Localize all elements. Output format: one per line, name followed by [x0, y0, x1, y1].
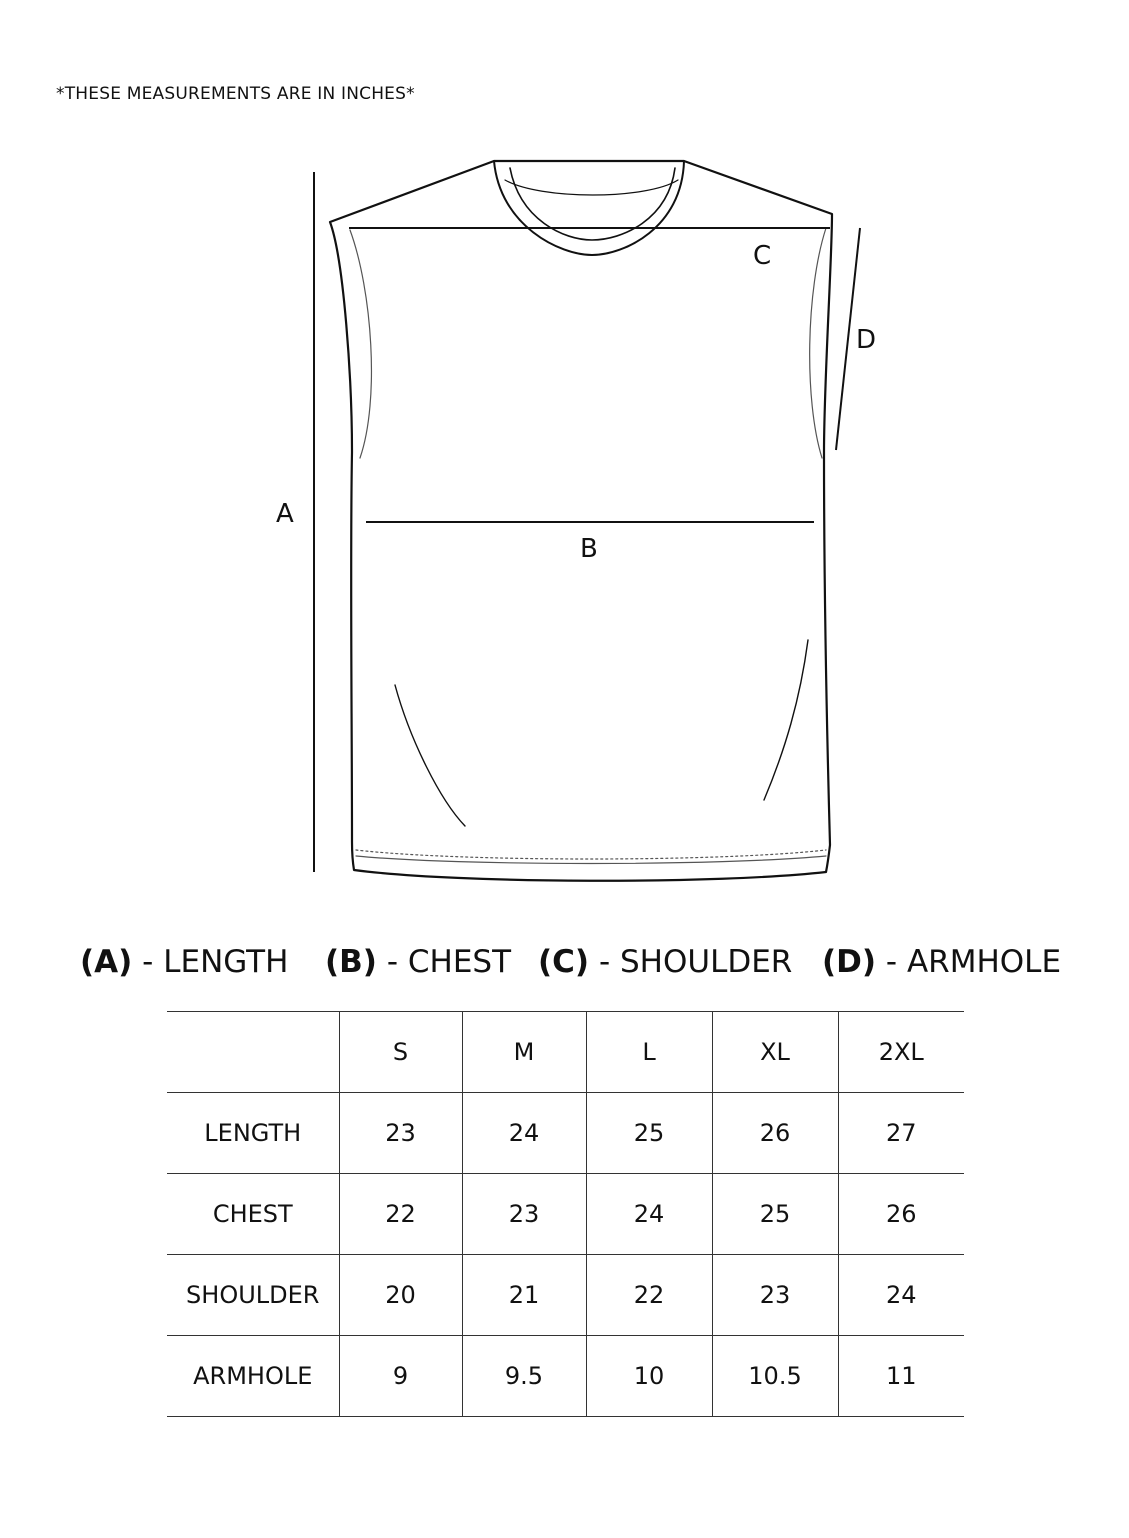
table-cell: 10 [586, 1336, 712, 1417]
left-armhole-seam [350, 230, 371, 458]
row-label: ARMHOLE [167, 1336, 339, 1417]
table-cell: 22 [339, 1174, 462, 1255]
table-cell: 10.5 [712, 1336, 838, 1417]
neckline-inner [510, 168, 675, 240]
table-cell: 21 [462, 1255, 586, 1336]
row-label: CHEST [167, 1174, 339, 1255]
table-cell: 25 [586, 1093, 712, 1174]
legend-length: (A) - LENGTH [80, 944, 289, 980]
header-cell-s: S [339, 1012, 462, 1093]
table-cell: 20 [339, 1255, 462, 1336]
measurement-note: *THESE MEASUREMENTS ARE IN INCHES* [56, 84, 415, 104]
row-label: SHOULDER [167, 1255, 339, 1336]
label-d: D [856, 325, 877, 355]
header-cell-empty [167, 1012, 339, 1093]
table-cell: 26 [838, 1174, 964, 1255]
header-cell-xl: XL [712, 1012, 838, 1093]
right-fold [764, 640, 808, 800]
table-cell: 9.5 [462, 1336, 586, 1417]
hem-stitch [356, 850, 826, 859]
size-chart-table [167, 1011, 964, 1417]
table-cell: 24 [462, 1093, 586, 1174]
table-cell: 24 [586, 1174, 712, 1255]
table-row-shoulder [167, 1255, 964, 1336]
table-cell: 22 [586, 1255, 712, 1336]
header-cell-2xl: 2XL [838, 1012, 964, 1093]
left-fold [395, 685, 465, 826]
label-c: C [753, 241, 772, 271]
table-cell: 25 [712, 1174, 838, 1255]
table-cell: 11 [838, 1336, 964, 1417]
legend-chest: (B) - CHEST [325, 944, 512, 980]
table-row-length [167, 1093, 964, 1174]
hem-line [356, 856, 826, 864]
row-label: LENGTH [167, 1093, 339, 1174]
measurement-legend [0, 944, 1129, 988]
table-cell: 24 [838, 1255, 964, 1336]
table-cell: 23 [339, 1093, 462, 1174]
legend-armhole: (D) - ARMHOLE [822, 944, 1062, 980]
table-cell: 23 [712, 1255, 838, 1336]
table-cell: 23 [462, 1174, 586, 1255]
table-cell: 27 [838, 1093, 964, 1174]
table-cell: 9 [339, 1336, 462, 1417]
table-header-row [167, 1012, 964, 1093]
header-cell-l: L [586, 1012, 712, 1093]
table-row-armhole [167, 1336, 964, 1417]
legend-shoulder: (C) - SHOULDER [538, 944, 793, 980]
table-cell: 26 [712, 1093, 838, 1174]
label-b: B [580, 534, 598, 564]
label-a: A [276, 499, 294, 529]
neckline-back [505, 180, 678, 195]
neckline-outer [494, 161, 684, 255]
table-row-chest [167, 1174, 964, 1255]
header-cell-m: M [462, 1012, 586, 1093]
